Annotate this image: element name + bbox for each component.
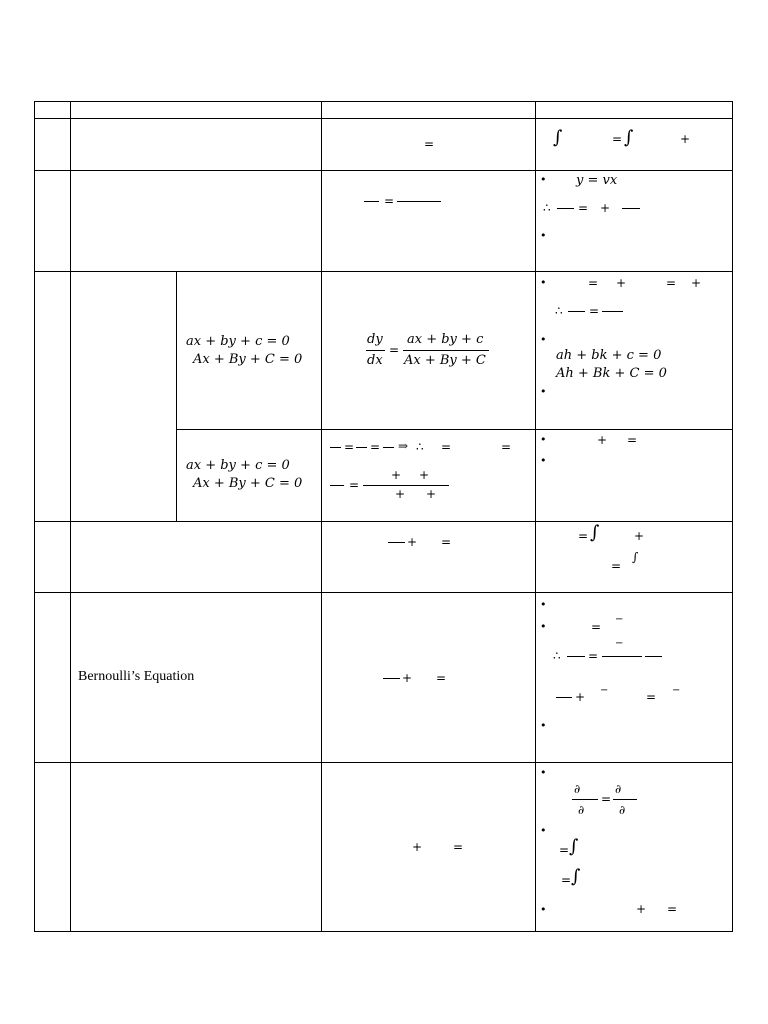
plus-sign: + [402,671,413,685]
row-divider [34,271,733,272]
eq-sign: = [424,137,435,151]
fraction-bar [364,201,379,202]
eq-sign: = [441,535,452,549]
row-divider [176,429,733,430]
fraction-bar [403,350,489,351]
eq-sign: = [588,276,599,290]
implies-sign: ⇒ [398,439,409,453]
fraction-bar [356,447,367,448]
therefore-sign: ∴ [543,201,551,215]
therefore-sign: ∴ [553,649,561,663]
row-label-bernoulli: Bernoulli’s Equation [78,669,195,684]
coefficient-equation: ax + by + c = 0 [186,458,290,473]
row-divider [34,170,733,171]
plus-sign: + [597,433,608,447]
plus-sign: + [575,690,586,704]
bullet: • [540,229,547,242]
fraction-numerator: ax + by + c [407,332,484,347]
substitution-equation: y = vx [576,173,618,188]
bullet: • [540,598,547,611]
plus-sign: + [412,840,423,854]
fraction-numerator: dy [367,332,383,347]
partial-sign: ∂ [615,782,622,796]
fraction-bar [330,447,341,448]
fraction-bar [602,656,642,657]
eq-sign: = [344,440,355,454]
eq-sign: = [384,194,395,208]
eq-sign: = [588,649,599,663]
eq-sign: = [578,201,589,215]
plus-sign: + [680,132,691,146]
therefore-sign: ∴ [416,440,424,454]
fraction-bar [383,678,400,679]
partial-sign: ∂ [619,803,626,817]
integral-sign: ∫ [569,836,579,857]
bullet: • [540,173,547,186]
integral-sign: ∫ [571,866,581,887]
eq-sign: = [578,529,589,543]
col-divider [321,101,322,932]
eq-sign: = [667,902,678,916]
plus-sign: + [419,468,430,482]
fraction-bar [645,656,662,657]
plus-sign: + [634,529,645,543]
row-divider [34,521,733,522]
plus-sign: + [616,276,627,290]
coefficient-equation: Ax + By + C = 0 [193,352,303,367]
coefficient-equation: Ax + By + C = 0 [193,476,303,491]
eq-sign: = [589,304,600,318]
fraction-bar [556,697,572,698]
fraction-bar [388,542,405,543]
shift-equation: ah + bk + c = 0 [556,348,662,363]
eq-sign: = [370,440,381,454]
bullet: • [540,333,547,346]
row-divider [34,592,733,593]
fraction-bar [567,656,585,657]
col-divider [70,101,71,932]
eq-sign: = [666,276,677,290]
eq-sign: = [559,843,570,857]
shift-equation: Ah + Bk + C = 0 [556,366,667,381]
row-divider [34,118,733,119]
fraction-denominator: dx [367,353,383,368]
plus-sign: + [691,276,702,290]
eq-sign: = [601,792,612,806]
fraction-bar [363,485,449,486]
minus-sign: − [615,638,624,649]
plus-sign: + [426,487,437,501]
bullet: • [540,276,547,289]
minus-sign: − [600,685,609,696]
integral-sign: ∫ [553,127,563,148]
fraction-bar [383,447,394,448]
minus-sign: − [672,685,681,696]
bullet: • [540,903,547,916]
plus-sign: + [407,535,418,549]
fraction-bar [557,208,574,209]
bullet: • [540,766,547,779]
col-divider [535,101,536,932]
integral-sign: ∫ [590,522,600,543]
sub-col-divider [176,271,177,521]
fraction-bar [572,799,598,800]
minus-sign: − [615,614,624,625]
fraction-bar [602,311,623,312]
eq-sign: = [611,559,622,573]
plus-sign: + [391,468,402,482]
fraction-bar [366,350,385,351]
fraction-bar [568,311,585,312]
eq-sign: = [389,343,400,357]
eq-sign: = [561,873,572,887]
bullet: • [540,385,547,398]
partial-sign: ∂ [578,803,585,817]
partial-sign: ∂ [574,782,581,796]
fraction-bar [613,799,637,800]
plus-sign: + [600,201,611,215]
eq-sign: = [501,440,512,454]
eq-sign: = [453,840,464,854]
eq-sign: = [349,478,360,492]
plus-sign: + [636,902,647,916]
bullet: • [540,620,547,633]
therefore-sign: ∴ [555,304,563,318]
fraction-bar [330,485,344,486]
fraction-bar [622,208,640,209]
eq-sign: = [612,132,623,146]
fraction-bar [397,201,441,202]
integral-sign: ∫ [632,550,639,564]
coefficient-equation: ax + by + c = 0 [186,334,290,349]
methods-table [34,101,733,932]
bullet: • [540,454,547,467]
eq-sign: = [591,620,602,634]
bullet: • [540,433,547,446]
bullet: • [540,824,547,837]
eq-sign: = [436,671,447,685]
fraction-denominator: Ax + By + C [404,353,486,368]
plus-sign: + [395,487,406,501]
eq-sign: = [627,433,638,447]
eq-sign: = [646,690,657,704]
row-divider [34,762,733,763]
eq-sign: = [441,440,452,454]
bullet: • [540,719,547,732]
integral-sign: ∫ [624,127,634,148]
